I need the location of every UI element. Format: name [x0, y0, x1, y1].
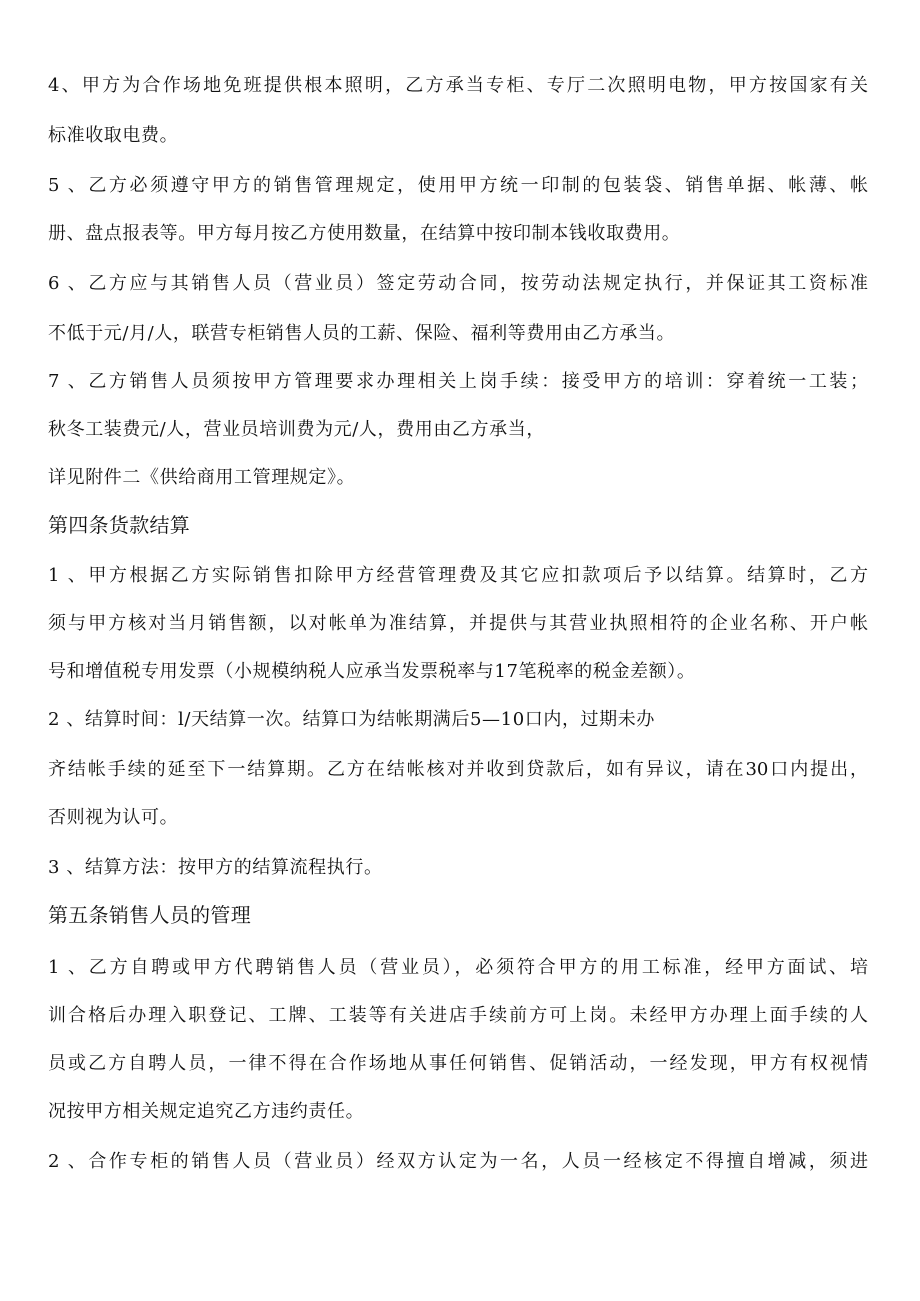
text-line: 标准收取电费。: [48, 125, 179, 146]
text-line: 6 、乙方应与其销售人员（营业员）签定劳动合同，按劳动法规定执行，并保证其工资标准: [48, 273, 868, 294]
text-line: 1 、甲方根据乙方实际销售扣除甲方经营管理费及其它应扣款项后予以结算。结算时，乙方: [48, 565, 868, 586]
text-line: 号和增值税专用发票（小规模纳税人应承当发票税率与17笔税率的税金差额）。: [48, 661, 696, 682]
text-line: 3 、结算方法：按甲方的结算流程执行。: [48, 857, 383, 878]
text-line: 5 、乙方必须遵守甲方的销售管理规定，使用甲方统一印制的包装袋、销售单据、帐薄、帐: [48, 175, 868, 196]
text-line: 秋冬工装费元/人，营业员培训费为元/人，费用由乙方承当，: [48, 419, 545, 440]
text-line: 册、盘点报表等。甲方每月按乙方使用数量，在结算中按印制本钱收取费用。: [48, 223, 681, 244]
section-heading: 第五条销售人员的管理: [48, 903, 251, 927]
text-line: 齐结帐手续的延至下一结算期。乙方在结帐核对并收到贷款后，如有异议，请在30口内提出，: [48, 759, 868, 780]
text-line: 否则视为认可。: [48, 807, 179, 828]
text-line: 训合格后办理入职登记、工牌、工装等有关进店手续前方可上岗。未经甲方办理上面手续的人: [48, 1005, 868, 1026]
text-line: 况按甲方相关规定追究乙方违约责任。: [48, 1101, 365, 1122]
text-line: 详见附件二《供给商用工管理规定》。: [48, 467, 356, 488]
text-line: 2 、合作专柜的销售人员（营业员）经双方认定为一名，人员一经核定不得擅自增减，须进: [48, 1151, 868, 1172]
text-line: 4、甲方为合作场地免班提供根本照明，乙方承当专柜、专厅二次照明电物，甲方按国家有关: [48, 75, 868, 96]
text-line: 须与甲方核对当月销售额，以对帐单为准结算，并提供与其营业执照相符的企业名称、开户帐: [48, 613, 868, 634]
text-line: 不低于元/月/人，联营专柜销售人员的工薪、保险、福利等费用由乙方承当。: [48, 323, 676, 344]
text-line: 2 、结算时间：l/天结算一次。结算口为结帐期满后5—10口内，过期未办: [48, 709, 655, 730]
section-heading: 第四条货款结算: [48, 513, 191, 537]
text-line: 1 、乙方自聘或甲方代聘销售人员（营业员），必须符合甲方的用工标准，经甲方面试、培: [48, 957, 868, 978]
text-line: 员或乙方自聘人员，一律不得在合作场地从事任何销售、促销活动，一经发现，甲方有权视情: [48, 1053, 868, 1074]
text-line: 7 、乙方销售人员须按甲方管理要求办理相关上岗手续：接受甲方的培训：穿着统一工装；: [48, 371, 868, 392]
